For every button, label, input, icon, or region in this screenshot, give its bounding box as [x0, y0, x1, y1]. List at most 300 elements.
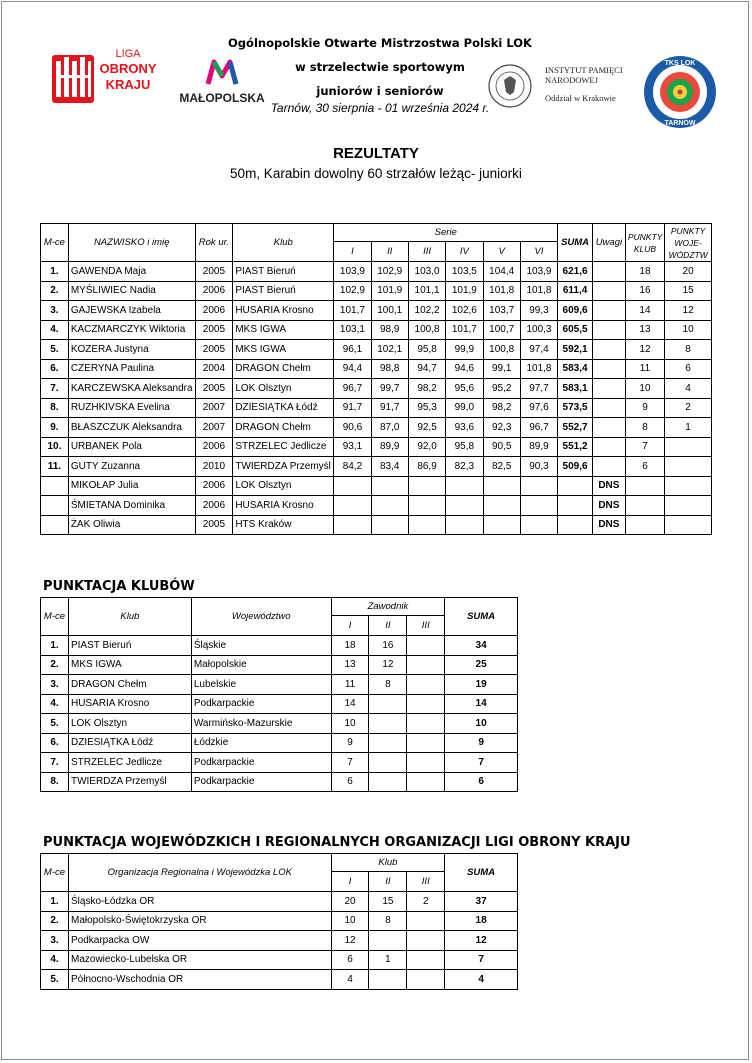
- sum-cell: 509,6: [558, 457, 593, 477]
- year-cell: 2004: [195, 359, 233, 379]
- series-cell: 101,9: [446, 281, 483, 301]
- series-cell: 95,6: [446, 379, 483, 399]
- series-cell: 101,1: [408, 281, 445, 301]
- series-cell: [371, 515, 408, 535]
- col-header-place: M-ce: [41, 224, 69, 262]
- series-cell: 82,5: [483, 457, 520, 477]
- series-cell: 102,9: [334, 281, 371, 301]
- sum-cell: 34: [445, 636, 518, 656]
- sum-cell: 573,5: [558, 398, 593, 418]
- name-cell: BŁASZCZUK Aleksandra: [68, 418, 195, 438]
- place-cell: 5.: [41, 970, 69, 990]
- col-header-name: NAZWISKO i imię: [68, 224, 195, 262]
- points-voiv-cell: [665, 457, 712, 477]
- result-row: [41, 496, 712, 516]
- event-title-line-2: w strzelectwie sportowym: [295, 60, 465, 74]
- series-cell: 101,8: [520, 281, 557, 301]
- series-cell: 83,4: [371, 457, 408, 477]
- series-cell: 91,7: [371, 398, 408, 418]
- club-row: [41, 772, 518, 792]
- series-cell: 99,9: [446, 340, 483, 360]
- orgs-header-col-3: III: [407, 872, 445, 892]
- place-cell: 6.: [41, 359, 69, 379]
- col-header-club: Klub: [233, 224, 334, 262]
- series-cell: 102,2: [408, 301, 445, 321]
- sum-cell: 609,6: [558, 301, 593, 321]
- sum-cell: 611,4: [558, 281, 593, 301]
- result-row: [41, 340, 712, 360]
- club-cell: MKS IGWA: [68, 655, 191, 675]
- place-cell: 3.: [41, 675, 69, 695]
- series-cell: 93,6: [446, 418, 483, 438]
- points-cell: 7: [331, 753, 369, 773]
- org-cell: Podkarpacka OW: [68, 931, 331, 951]
- club-cell: HUSARIA Krosno: [233, 496, 334, 516]
- series-cell: [446, 496, 483, 516]
- clubs-header-col-3: III: [407, 616, 445, 636]
- points-cell: [369, 753, 407, 773]
- series-cell: 99,0: [446, 398, 483, 418]
- series-cell: [520, 496, 557, 516]
- notes-cell: [592, 320, 625, 340]
- series-cell: 89,9: [371, 437, 408, 457]
- svg-text:Oddział w Krakowie: Oddział w Krakowie: [545, 93, 616, 103]
- place-cell: 11.: [41, 457, 69, 477]
- series-cell: 95,8: [446, 437, 483, 457]
- series-cell: 94,4: [334, 359, 371, 379]
- series-cell: 101,7: [334, 301, 371, 321]
- points-voiv-cell: 15: [665, 281, 712, 301]
- result-row: [41, 281, 712, 301]
- year-cell: 2007: [195, 398, 233, 418]
- place-cell: 1.: [41, 892, 69, 912]
- points-cell: 11: [331, 675, 369, 695]
- points-cell: [369, 970, 407, 990]
- series-cell: 98,2: [483, 398, 520, 418]
- points-club-cell: 16: [625, 281, 664, 301]
- points-cell: [369, 733, 407, 753]
- place-cell: [41, 496, 69, 516]
- points-cell: [407, 753, 445, 773]
- points-club-cell: 8: [625, 418, 664, 438]
- points-club-cell: 13: [625, 320, 664, 340]
- col-header-series-2: II: [371, 242, 408, 262]
- notes-cell: [592, 262, 625, 282]
- sum-cell: 552,7: [558, 418, 593, 438]
- points-club-cell: 9: [625, 398, 664, 418]
- name-cell: RUZHKIVSKA Evelina: [68, 398, 195, 418]
- points-club-cell: 10: [625, 379, 664, 399]
- place-cell: 9.: [41, 418, 69, 438]
- points-cell: [407, 911, 445, 931]
- name-cell: MYŚLIWIEC Nadia: [68, 281, 195, 301]
- sum-cell: [558, 496, 593, 516]
- series-cell: 103,0: [408, 262, 445, 282]
- place-cell: 10.: [41, 437, 69, 457]
- notes-cell: [592, 379, 625, 399]
- col-header-sum: SUMA: [558, 224, 593, 262]
- svg-text:MAŁOPOLSKA: MAŁOPOLSKA: [179, 91, 265, 105]
- club-cell: LOK Olsztyn: [68, 714, 191, 734]
- series-cell: [334, 476, 371, 496]
- series-cell: 95,8: [408, 340, 445, 360]
- points-voiv-cell: 1: [665, 418, 712, 438]
- col-header-points-club: PUNKTY KLUB: [625, 224, 664, 262]
- name-cell: URBANEK Pola: [68, 437, 195, 457]
- notes-cell: [592, 301, 625, 321]
- club-cell: DRAGON Chełm: [233, 359, 334, 379]
- series-cell: 91,7: [334, 398, 371, 418]
- club-cell: DRAGON Chełm: [233, 418, 334, 438]
- club-cell: HTS Kraków: [233, 515, 334, 535]
- clubs-header-club: Klub: [68, 598, 191, 636]
- series-cell: 98,8: [371, 359, 408, 379]
- name-cell: ŚMIETANA Dominika: [68, 496, 195, 516]
- year-cell: 2006: [195, 476, 233, 496]
- series-cell: 101,8: [520, 359, 557, 379]
- points-cell: [369, 714, 407, 734]
- notes-cell: DNS: [592, 515, 625, 535]
- points-cell: 2: [407, 892, 445, 912]
- orgs-header-org: Organizacja Regionalna i Wojewódzka LOK: [68, 854, 331, 892]
- series-cell: 99,7: [371, 379, 408, 399]
- points-cell: 8: [369, 911, 407, 931]
- series-cell: [483, 515, 520, 535]
- series-cell: [520, 515, 557, 535]
- orgs-table: [40, 853, 518, 990]
- year-cell: 2007: [195, 418, 233, 438]
- notes-cell: [592, 281, 625, 301]
- points-voiv-cell: [665, 515, 712, 535]
- voiv-cell: Podkarpackie: [191, 772, 331, 792]
- points-club-cell: [625, 476, 664, 496]
- club-cell: STRZELEC Jedlicze: [233, 437, 334, 457]
- series-cell: 94,7: [408, 359, 445, 379]
- series-cell: 99,3: [520, 301, 557, 321]
- club-row: [41, 636, 518, 656]
- result-row: [41, 437, 712, 457]
- col-header-series-3: III: [408, 242, 445, 262]
- series-cell: 101,8: [483, 281, 520, 301]
- col-header-series: Serie: [334, 224, 558, 242]
- result-row: [41, 359, 712, 379]
- points-voiv-cell: [665, 496, 712, 516]
- points-cell: [369, 772, 407, 792]
- series-cell: 100,3: [520, 320, 557, 340]
- series-cell: 93,1: [334, 437, 371, 457]
- series-cell: 102,1: [371, 340, 408, 360]
- year-cell: 2010: [195, 457, 233, 477]
- points-club-cell: 6: [625, 457, 664, 477]
- series-cell: [483, 496, 520, 516]
- name-cell: ŻAK Oliwia: [68, 515, 195, 535]
- series-cell: 102,9: [371, 262, 408, 282]
- name-cell: MIKOŁAP Julia: [68, 476, 195, 496]
- points-cell: 16: [369, 636, 407, 656]
- notes-cell: [592, 359, 625, 379]
- sum-cell: 19: [445, 675, 518, 695]
- sum-cell: 605,5: [558, 320, 593, 340]
- clubs-table: [40, 597, 518, 792]
- club-row: [41, 655, 518, 675]
- series-cell: [334, 496, 371, 516]
- results-title: REZULTATY: [333, 145, 419, 162]
- series-cell: 99,1: [483, 359, 520, 379]
- sum-cell: 583,1: [558, 379, 593, 399]
- points-cell: 10: [331, 714, 369, 734]
- year-cell: 2006: [195, 281, 233, 301]
- series-cell: 92,3: [483, 418, 520, 438]
- points-cell: 15: [369, 892, 407, 912]
- place-cell: 2.: [41, 655, 69, 675]
- place-cell: 4.: [41, 950, 69, 970]
- points-voiv-cell: 2: [665, 398, 712, 418]
- name-cell: KARCZEWSKA Aleksandra: [68, 379, 195, 399]
- orgs-title: PUNKTACJA WOJEWÓDZKICH I REGIONALNYCH ORGANIZACJI LIGI OBRONY KRAJU: [43, 835, 631, 850]
- year-cell: 2006: [195, 437, 233, 457]
- name-cell: KOZERA Justyna: [68, 340, 195, 360]
- club-cell: DZIESIĄTKA Łódź: [68, 733, 191, 753]
- series-cell: 97,7: [520, 379, 557, 399]
- place-cell: 3.: [41, 301, 69, 321]
- series-cell: 103,7: [483, 301, 520, 321]
- points-cell: [407, 714, 445, 734]
- tks-lok-tarnow-logo: [642, 54, 718, 130]
- sum-cell: [558, 515, 593, 535]
- svg-text:NARODOWEJ: NARODOWEJ: [545, 75, 598, 85]
- series-cell: 100,8: [408, 320, 445, 340]
- points-cell: [369, 694, 407, 714]
- year-cell: 2005: [195, 515, 233, 535]
- club-cell: TWIERDZA Przemyśl: [233, 457, 334, 477]
- liga-obrony-kraju-logo: [50, 45, 160, 107]
- svg-text:INSTYTUT PAMIĘCI: INSTYTUT PAMIĘCI: [545, 65, 623, 75]
- club-cell: DRAGON Chełm: [68, 675, 191, 695]
- series-cell: [334, 515, 371, 535]
- year-cell: 2006: [195, 301, 233, 321]
- svg-text:TKS LOK: TKS LOK: [664, 60, 696, 67]
- voiv-cell: Śląskie: [191, 636, 331, 656]
- year-cell: 2005: [195, 379, 233, 399]
- series-cell: 98,2: [408, 379, 445, 399]
- points-cell: [407, 931, 445, 951]
- points-cell: 12: [331, 931, 369, 951]
- sum-cell: 10: [445, 714, 518, 734]
- club-row: [41, 753, 518, 773]
- series-cell: 102,6: [446, 301, 483, 321]
- result-row: [41, 398, 712, 418]
- place-cell: 4.: [41, 320, 69, 340]
- points-cell: 12: [369, 655, 407, 675]
- col-header-series-6: VI: [520, 242, 557, 262]
- points-cell: 14: [331, 694, 369, 714]
- voiv-cell: Łódzkie: [191, 733, 331, 753]
- series-cell: 98,9: [371, 320, 408, 340]
- series-cell: [408, 515, 445, 535]
- points-cell: [407, 694, 445, 714]
- club-cell: LOK Olsztyn: [233, 379, 334, 399]
- clubs-title: PUNKTACJA KLUBÓW: [43, 579, 195, 594]
- place-cell: [41, 515, 69, 535]
- series-cell: 92,0: [408, 437, 445, 457]
- series-cell: [371, 496, 408, 516]
- place-cell: 2.: [41, 281, 69, 301]
- points-cell: [407, 970, 445, 990]
- points-cell: 9: [331, 733, 369, 753]
- club-cell: DZIESIĄTKA Łódź: [233, 398, 334, 418]
- series-cell: 95,2: [483, 379, 520, 399]
- svg-text:TARNÓW: TARNÓW: [664, 120, 696, 127]
- club-cell: HUSARIA Krosno: [233, 301, 334, 321]
- col-header-series-1: I: [334, 242, 371, 262]
- club-cell: PIAST Bieruń: [233, 281, 334, 301]
- points-voiv-cell: 4: [665, 379, 712, 399]
- notes-cell: [592, 437, 625, 457]
- notes-cell: [592, 418, 625, 438]
- orgs-header-place: M-ce: [41, 854, 69, 892]
- points-cell: 8: [369, 675, 407, 695]
- points-club-cell: 18: [625, 262, 664, 282]
- series-cell: 96,7: [520, 418, 557, 438]
- results-table: [40, 223, 712, 535]
- result-row: [41, 320, 712, 340]
- series-cell: 100,8: [483, 340, 520, 360]
- voiv-cell: Podkarpackie: [191, 753, 331, 773]
- place-cell: 5.: [41, 340, 69, 360]
- series-cell: 100,7: [483, 320, 520, 340]
- points-cell: 18: [331, 636, 369, 656]
- place-cell: 7.: [41, 753, 69, 773]
- club-row: [41, 694, 518, 714]
- orgs-header-sum: SUMA: [445, 854, 518, 892]
- org-cell: Małopolsko-Świętokrzyska OR: [68, 911, 331, 931]
- name-cell: GAWENDA Maja: [68, 262, 195, 282]
- col-header-notes: Uwagi: [592, 224, 625, 262]
- series-cell: [408, 496, 445, 516]
- event-title-line-3: juniorów i seniorów: [316, 84, 444, 98]
- name-cell: CZERYNA Paulina: [68, 359, 195, 379]
- place-cell: 2.: [41, 911, 69, 931]
- col-header-series-4: IV: [446, 242, 483, 262]
- points-cell: [407, 675, 445, 695]
- sum-cell: [558, 476, 593, 496]
- series-cell: 92,5: [408, 418, 445, 438]
- series-cell: 87,0: [371, 418, 408, 438]
- notes-cell: DNS: [592, 496, 625, 516]
- points-voiv-cell: 10: [665, 320, 712, 340]
- points-cell: 6: [331, 772, 369, 792]
- club-row: [41, 675, 518, 695]
- place-cell: 1.: [41, 262, 69, 282]
- points-club-cell: [625, 515, 664, 535]
- result-row: [41, 457, 712, 477]
- points-cell: 1: [369, 950, 407, 970]
- place-cell: 7.: [41, 379, 69, 399]
- clubs-header-group: Zawodnik: [331, 598, 445, 616]
- sum-cell: 7: [445, 753, 518, 773]
- notes-cell: [592, 340, 625, 360]
- series-cell: 82,3: [446, 457, 483, 477]
- points-cell: [407, 772, 445, 792]
- org-cell: Północno-Wschodnia OR: [68, 970, 331, 990]
- result-row: [41, 418, 712, 438]
- points-cell: 20: [331, 892, 369, 912]
- series-cell: 104,4: [483, 262, 520, 282]
- orgs-header-group: Klub: [331, 854, 445, 872]
- points-cell: 4: [331, 970, 369, 990]
- col-header-points-voiv: PUNKTY WOJE-WÓDZTW: [665, 224, 712, 262]
- place-cell: 4.: [41, 694, 69, 714]
- voiv-cell: Małopolskie: [191, 655, 331, 675]
- series-cell: 103,1: [334, 320, 371, 340]
- result-row: [41, 301, 712, 321]
- org-row: [41, 892, 518, 912]
- sum-cell: 551,2: [558, 437, 593, 457]
- orgs-header-col-1: I: [331, 872, 369, 892]
- points-voiv-cell: 12: [665, 301, 712, 321]
- points-club-cell: [625, 496, 664, 516]
- org-row: [41, 950, 518, 970]
- series-cell: 103,5: [446, 262, 483, 282]
- place-cell: 5.: [41, 714, 69, 734]
- club-cell: STRZELEC Jedlicze: [68, 753, 191, 773]
- points-cell: [407, 950, 445, 970]
- place-cell: 6.: [41, 733, 69, 753]
- series-cell: 101,7: [446, 320, 483, 340]
- club-row: [41, 733, 518, 753]
- sum-cell: 37: [445, 892, 518, 912]
- points-cell: [407, 655, 445, 675]
- year-cell: 2005: [195, 320, 233, 340]
- place-cell: 8.: [41, 772, 69, 792]
- sum-cell: 12: [445, 931, 518, 951]
- place-cell: [41, 476, 69, 496]
- clubs-header-col-2: II: [369, 616, 407, 636]
- voiv-cell: Lubelskie: [191, 675, 331, 695]
- place-cell: 3.: [41, 931, 69, 951]
- club-cell: PIAST Bieruń: [68, 636, 191, 656]
- series-cell: 90,3: [520, 457, 557, 477]
- name-cell: GAJEWSKA Izabela: [68, 301, 195, 321]
- clubs-header-sum: SUMA: [445, 598, 518, 636]
- club-cell: HUSARIA Krosno: [68, 694, 191, 714]
- year-cell: 2005: [195, 340, 233, 360]
- notes-cell: DNS: [592, 476, 625, 496]
- points-club-cell: 11: [625, 359, 664, 379]
- series-cell: 90,5: [483, 437, 520, 457]
- sum-cell: 25: [445, 655, 518, 675]
- notes-cell: [592, 457, 625, 477]
- result-row: [41, 515, 712, 535]
- sum-cell: 6: [445, 772, 518, 792]
- voiv-cell: Podkarpackie: [191, 694, 331, 714]
- points-cell: 13: [331, 655, 369, 675]
- points-voiv-cell: 6: [665, 359, 712, 379]
- col-header-year: Rok ur.: [195, 224, 233, 262]
- orgs-header-col-2: II: [369, 872, 407, 892]
- org-row: [41, 970, 518, 990]
- series-cell: [520, 476, 557, 496]
- series-cell: [446, 515, 483, 535]
- series-cell: 97,4: [520, 340, 557, 360]
- result-row: [41, 379, 712, 399]
- year-cell: 2005: [195, 262, 233, 282]
- series-cell: [446, 476, 483, 496]
- sum-cell: 621,6: [558, 262, 593, 282]
- series-cell: 90,6: [334, 418, 371, 438]
- result-row: [41, 262, 712, 282]
- series-cell: 103,9: [520, 262, 557, 282]
